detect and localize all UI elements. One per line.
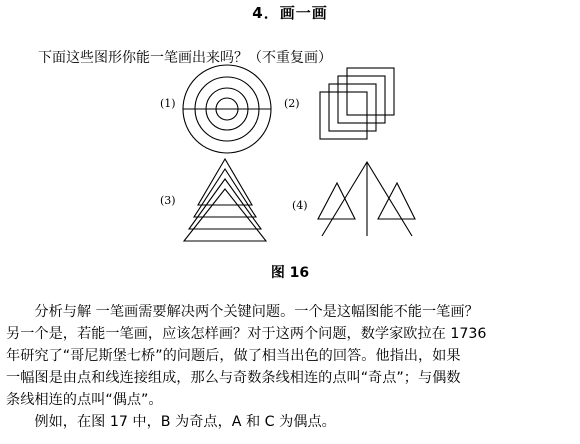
paragraph-line: 年研究了“哥尼斯堡七桥”的问题后，做了相当出色的回答。他指出，如果 xyxy=(6,348,461,364)
figure-4-label: (4) xyxy=(292,199,308,212)
paragraph-line: 例如，在图 17 中，B 为奇点，A 和 C 为偶点。 xyxy=(6,414,336,430)
question-text: 下面这些图形你能一笔画出来吗？（不重复画） xyxy=(38,50,332,66)
figure-2-label: (2) xyxy=(284,97,300,110)
figure-3-label: (3) xyxy=(160,194,176,207)
overlapping-squares-icon xyxy=(320,68,394,139)
concentric-circles-with-diameter-icon xyxy=(183,65,271,153)
paragraph-line: 一幅图是由点和线连接组成，那么与奇数条线相连的点叫“奇点”；与偶数 xyxy=(6,370,461,386)
figure-1-label: (1) xyxy=(160,97,176,110)
stacked-triangles-icon xyxy=(184,159,266,241)
section-title: 4．画一画 xyxy=(252,4,328,22)
paragraph-line: 分析与解 一笔画需要解决两个关键问题。一个是这幅图能不能一笔画？ xyxy=(6,304,479,320)
figure-caption: 图 16 xyxy=(270,265,310,281)
paragraph-line: 条线相连的点叫“偶点”。 xyxy=(6,392,163,408)
paragraph-line: 另一个是，若能一笔画，应该怎样画？对于这两个问题，数学家欧拉在 1736 xyxy=(6,326,487,342)
analysis-paragraph xyxy=(6,301,578,433)
triangles-with-vertical-line-icon xyxy=(318,162,415,236)
